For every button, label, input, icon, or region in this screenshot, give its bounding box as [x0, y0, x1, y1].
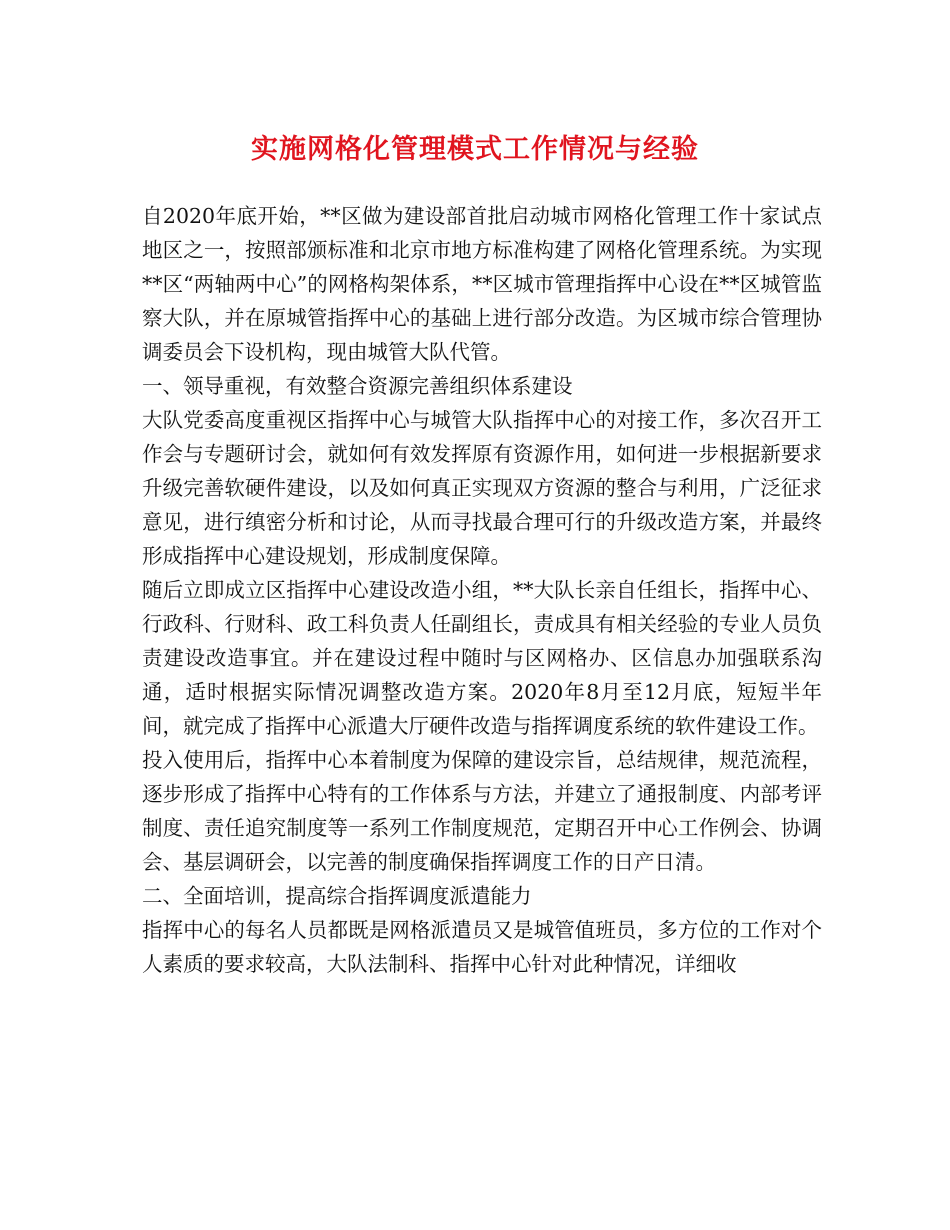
document-title: 实施网格化管理模式工作情况与经验 — [251, 134, 699, 165]
section-heading-1: 一、领导重视，有效整合资源完善组织体系建设 — [142, 374, 573, 398]
document-body — [142, 199, 822, 981]
paragraph-intro: 自2020年底开始，**区做为建设部首批启动城市网格化管理工作十家试点地区之一，按照部颁标准和北京市地方标准构建了网格化管理系统。为实现**区“两轴两中心”的网格构架体系，**区城市管理指挥中心设在**区城管监察大队，并在原城管指挥中心的基础上进行部分改造。为区城市综合管理协调委员会下设机构，现由城管大队代管。 — [142, 204, 822, 364]
paragraph-operation: 投入使用后，指挥中心本着制度为保障的建设宗旨，总结规律，规范流程，逐步形成了指挥中心特有的工作体系与方法，并建立了通报制度、内部考评制度、责任追究制度等一系列工作制度规范，定期召开中心工作例会、协调会、基层调研会，以完善的制度确保指挥调度工作的日产日清。 — [142, 748, 822, 874]
paragraph-construction: 随后立即成立区指挥中心建设改造小组，**大队长亲自任组长，指挥中心、行政科、行财科、政工科负责人任副组长，责成具有相关经验的专业人员负责建设改造事宜。并在建设过程中随时与区网格办、区信息办加强联系沟通，适时根据实际情况调整改造方案。2020年8月至12月底，短短半年间，就完成了指挥中心派遣大厅硬件改造与指挥调度系统的软件建设工作。 — [142, 578, 822, 738]
section-heading-2: 二、全面培训，提高综合指挥调度派遣能力 — [142, 884, 532, 908]
paragraph-leadership: 大队党委高度重视区指挥中心与城管大队指挥中心的对接工作，多次召开工作会与专题研讨会，就如何有效发挥原有资源作用，如何进一步根据新要求升级完善软硬件建设，以及如何真正实现双方资源的整合与利用，广泛征求意见，进行缜密分析和讨论，从而寻找最合理可行的升级改造方案，并最终形成指挥中心建设规划，形成制度保障。 — [142, 408, 822, 568]
paragraph-training: 指挥中心的每名人员都既是网格派遣员又是城管值班员，多方位的工作对个人素质的要求较高，大队法制科、指挥中心针对此种情况，详细收 — [142, 918, 822, 976]
